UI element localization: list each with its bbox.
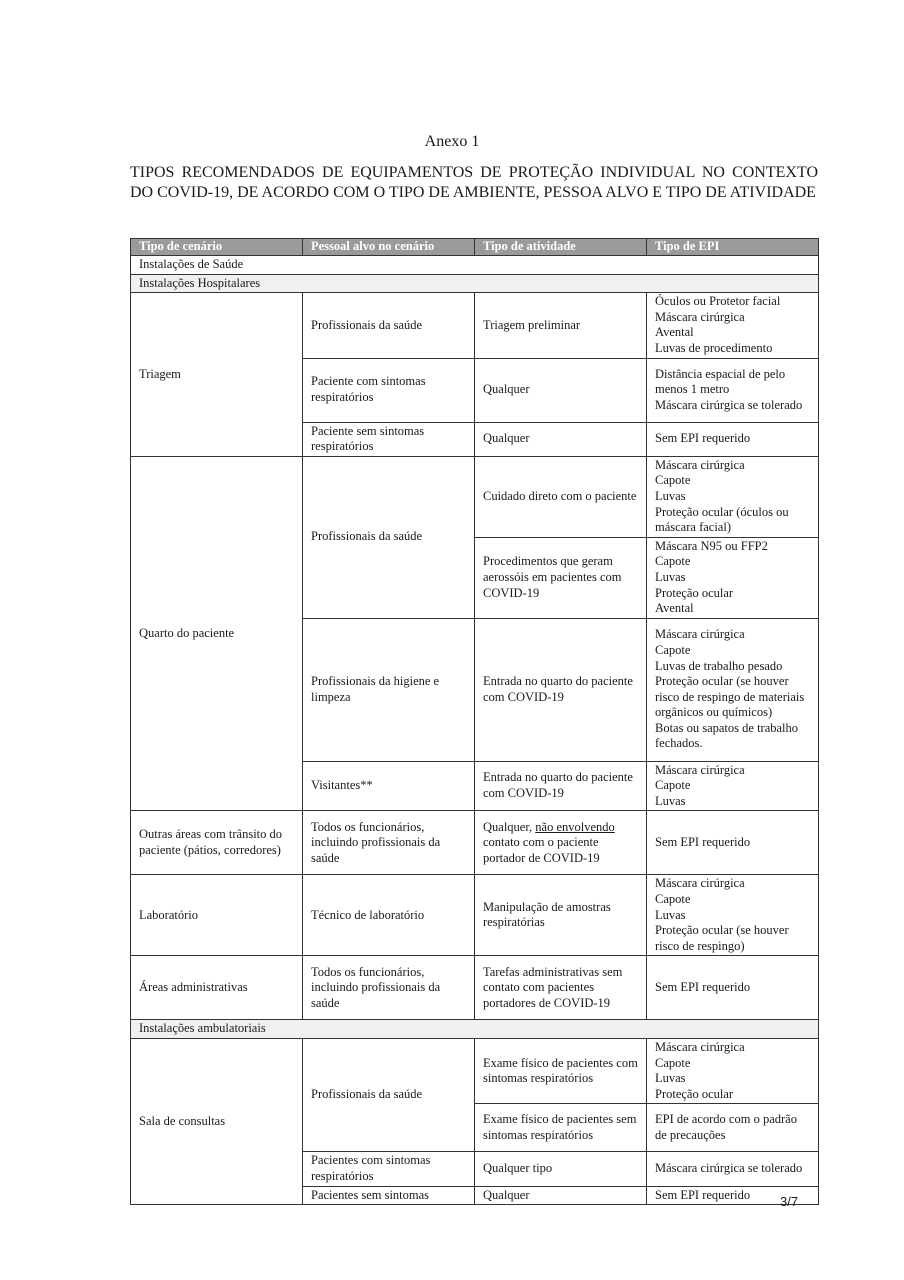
section-label: Instalações Hospitalares [131, 274, 819, 293]
activity-cell: Cuidado direto com o paciente [475, 456, 647, 537]
epi-item: Máscara cirúrgica [655, 457, 745, 472]
table-row [131, 293, 819, 358]
epi-item: Máscara cirúrgica se tolerado [655, 397, 803, 412]
activity-cell: Triagem preliminar [475, 293, 647, 358]
epi-item: Capote [655, 642, 691, 657]
table-row [131, 811, 819, 875]
activity-emphasis: não envolvendo [535, 819, 615, 834]
activity-cell [475, 811, 647, 875]
target-cell: Todos os funcionários, incluindo profissionais da saúde [303, 811, 475, 875]
scenario-cell: Áreas administrativas [131, 956, 303, 1020]
epi-item: Luvas [655, 907, 686, 922]
scenario-cell: Quarto do paciente [131, 456, 303, 811]
epi-item: Proteção ocular (óculos ou máscara facial) [655, 504, 789, 535]
epi-cell [647, 761, 819, 811]
epi-cell [647, 358, 819, 422]
epi-item: Luvas [655, 793, 686, 808]
header-epi: Tipo de EPI [647, 239, 819, 256]
activity-cell: Entrada no quarto do paciente com COVID-19 [475, 761, 647, 811]
target-cell: Pacientes sem sintomas [303, 1186, 475, 1205]
epi-cell [647, 618, 819, 761]
target-cell: Profissionais da higiene e limpeza [303, 618, 475, 761]
epi-item: Proteção ocular [655, 585, 734, 600]
epi-item: Proteção ocular [655, 1086, 734, 1101]
activity-cell: Qualquer [475, 358, 647, 422]
section-row-ambulatoriais [131, 1020, 819, 1039]
epi-cell [647, 293, 819, 358]
epi-item: Luvas [655, 1071, 686, 1086]
epi-cell [647, 456, 819, 537]
section-row-hospitalares [131, 274, 819, 293]
activity-cell: Tarefas administrativas sem contato com pacientes portadores de COVID-19 [475, 956, 647, 1020]
epi-cell: Máscara cirúrgica se tolerado [647, 1152, 819, 1186]
activity-cell: Exame físico de pacientes com sintomas respiratórios [475, 1039, 647, 1104]
table-row [131, 456, 819, 537]
epi-item: Avental [655, 325, 694, 340]
ppe-table [130, 238, 819, 1205]
scenario-cell: Triagem [131, 293, 303, 457]
table-row [131, 875, 819, 956]
section-row-saude [131, 256, 819, 275]
target-cell: Paciente sem sintomas respiratórios [303, 422, 475, 456]
target-cell: Paciente com sintomas respiratórios [303, 358, 475, 422]
epi-item: Capote [655, 778, 691, 793]
scenario-cell: Laboratório [131, 875, 303, 956]
epi-cell [647, 875, 819, 956]
epi-item: Luvas de procedimento [655, 340, 773, 355]
epi-cell: Sem EPI requerido [647, 1186, 819, 1205]
epi-item: Máscara N95 ou FFP2 [655, 538, 768, 553]
page-number: 3/7 [780, 1194, 799, 1209]
target-cell: Técnico de laboratório [303, 875, 475, 956]
epi-item: Proteção ocular (se houver risco de respingo de materiais orgânicos ou químicos) [655, 674, 805, 720]
epi-item: Botas ou sapatos de trabalho fechados. [655, 720, 799, 751]
epi-cell: Sem EPI requerido [647, 811, 819, 875]
target-cell: Profissionais da saúde [303, 293, 475, 358]
target-cell: Visitantes** [303, 761, 475, 811]
target-cell: Todos os funcionários, incluindo profissionais da saúde [303, 956, 475, 1020]
epi-item: Máscara cirúrgica [655, 762, 745, 777]
epi-cell [647, 537, 819, 618]
epi-item: Luvas de trabalho pesado [655, 658, 783, 673]
header-activity: Tipo de atividade [475, 239, 647, 256]
epi-item: Máscara cirúrgica [655, 627, 745, 642]
epi-item: Máscara cirúrgica [655, 309, 745, 324]
activity-text: contato com o paciente portador de COVID-19 [483, 835, 600, 865]
activity-cell: Entrada no quarto do paciente com COVID-19 [475, 618, 647, 761]
document-title: TIPOS RECOMENDADOS DE EQUIPAMENTOS DE PROTEÇÃO INDIVIDUAL NO CONTEXTO DO COVID-19, DE ACORDO COM O TIPO DE AMBIENTE, PESSOA ALVO E TIPO DE ATIVIDADE [130, 164, 818, 201]
epi-cell [647, 1039, 819, 1104]
epi-item: Luvas [655, 569, 686, 584]
section-label: Instalações ambulatoriais [131, 1020, 819, 1039]
activity-cell: Qualquer tipo [475, 1152, 647, 1186]
activity-cell: Qualquer [475, 422, 647, 456]
epi-item: Capote [655, 554, 691, 569]
epi-item: Capote [655, 892, 691, 907]
epi-item: Óculos ou Protetor facial [655, 294, 781, 309]
annex-label: Anexo 1 [424, 133, 480, 150]
epi-item: Máscara cirúrgica [655, 1040, 745, 1055]
target-cell: Profissionais da saúde [303, 456, 475, 618]
epi-cell: EPI de acordo com o padrão de precauções [647, 1104, 819, 1152]
epi-item: Proteção ocular (se houver risco de respingo) [655, 923, 789, 953]
section-label: Instalações de Saúde [131, 256, 819, 275]
activity-cell: Exame físico de pacientes sem sintomas respiratórios [475, 1104, 647, 1152]
target-cell: Profissionais da saúde [303, 1039, 475, 1152]
epi-item: Luvas [655, 488, 686, 503]
table-row [131, 1039, 819, 1104]
scenario-cell: Sala de consultas [131, 1039, 303, 1205]
epi-item: Capote [655, 473, 691, 488]
activity-cell: Qualquer [475, 1186, 647, 1205]
table-header-row [131, 239, 819, 256]
epi-item: Máscara cirúrgica [655, 876, 745, 891]
activity-cell: Procedimentos que geram aerossóis em pacientes com COVID-19 [475, 537, 647, 618]
table-row [131, 956, 819, 1020]
epi-item: Distância espacial de pelo menos 1 metro [655, 366, 786, 397]
epi-cell: Sem EPI requerido [647, 422, 819, 456]
target-cell: Pacientes com sintomas respiratórios [303, 1152, 475, 1186]
epi-item: Avental [655, 601, 694, 616]
header-target: Pessoal alvo no cenário [303, 239, 475, 256]
activity-text: Qualquer, [483, 819, 536, 834]
header-scenario: Tipo de cenário [131, 239, 303, 256]
epi-cell: Sem EPI requerido [647, 956, 819, 1020]
activity-cell: Manipulação de amostras respiratórias [475, 875, 647, 956]
epi-item: Capote [655, 1055, 691, 1070]
scenario-cell: Outras áreas com trânsito do paciente (pátios, corredores) [131, 811, 303, 875]
